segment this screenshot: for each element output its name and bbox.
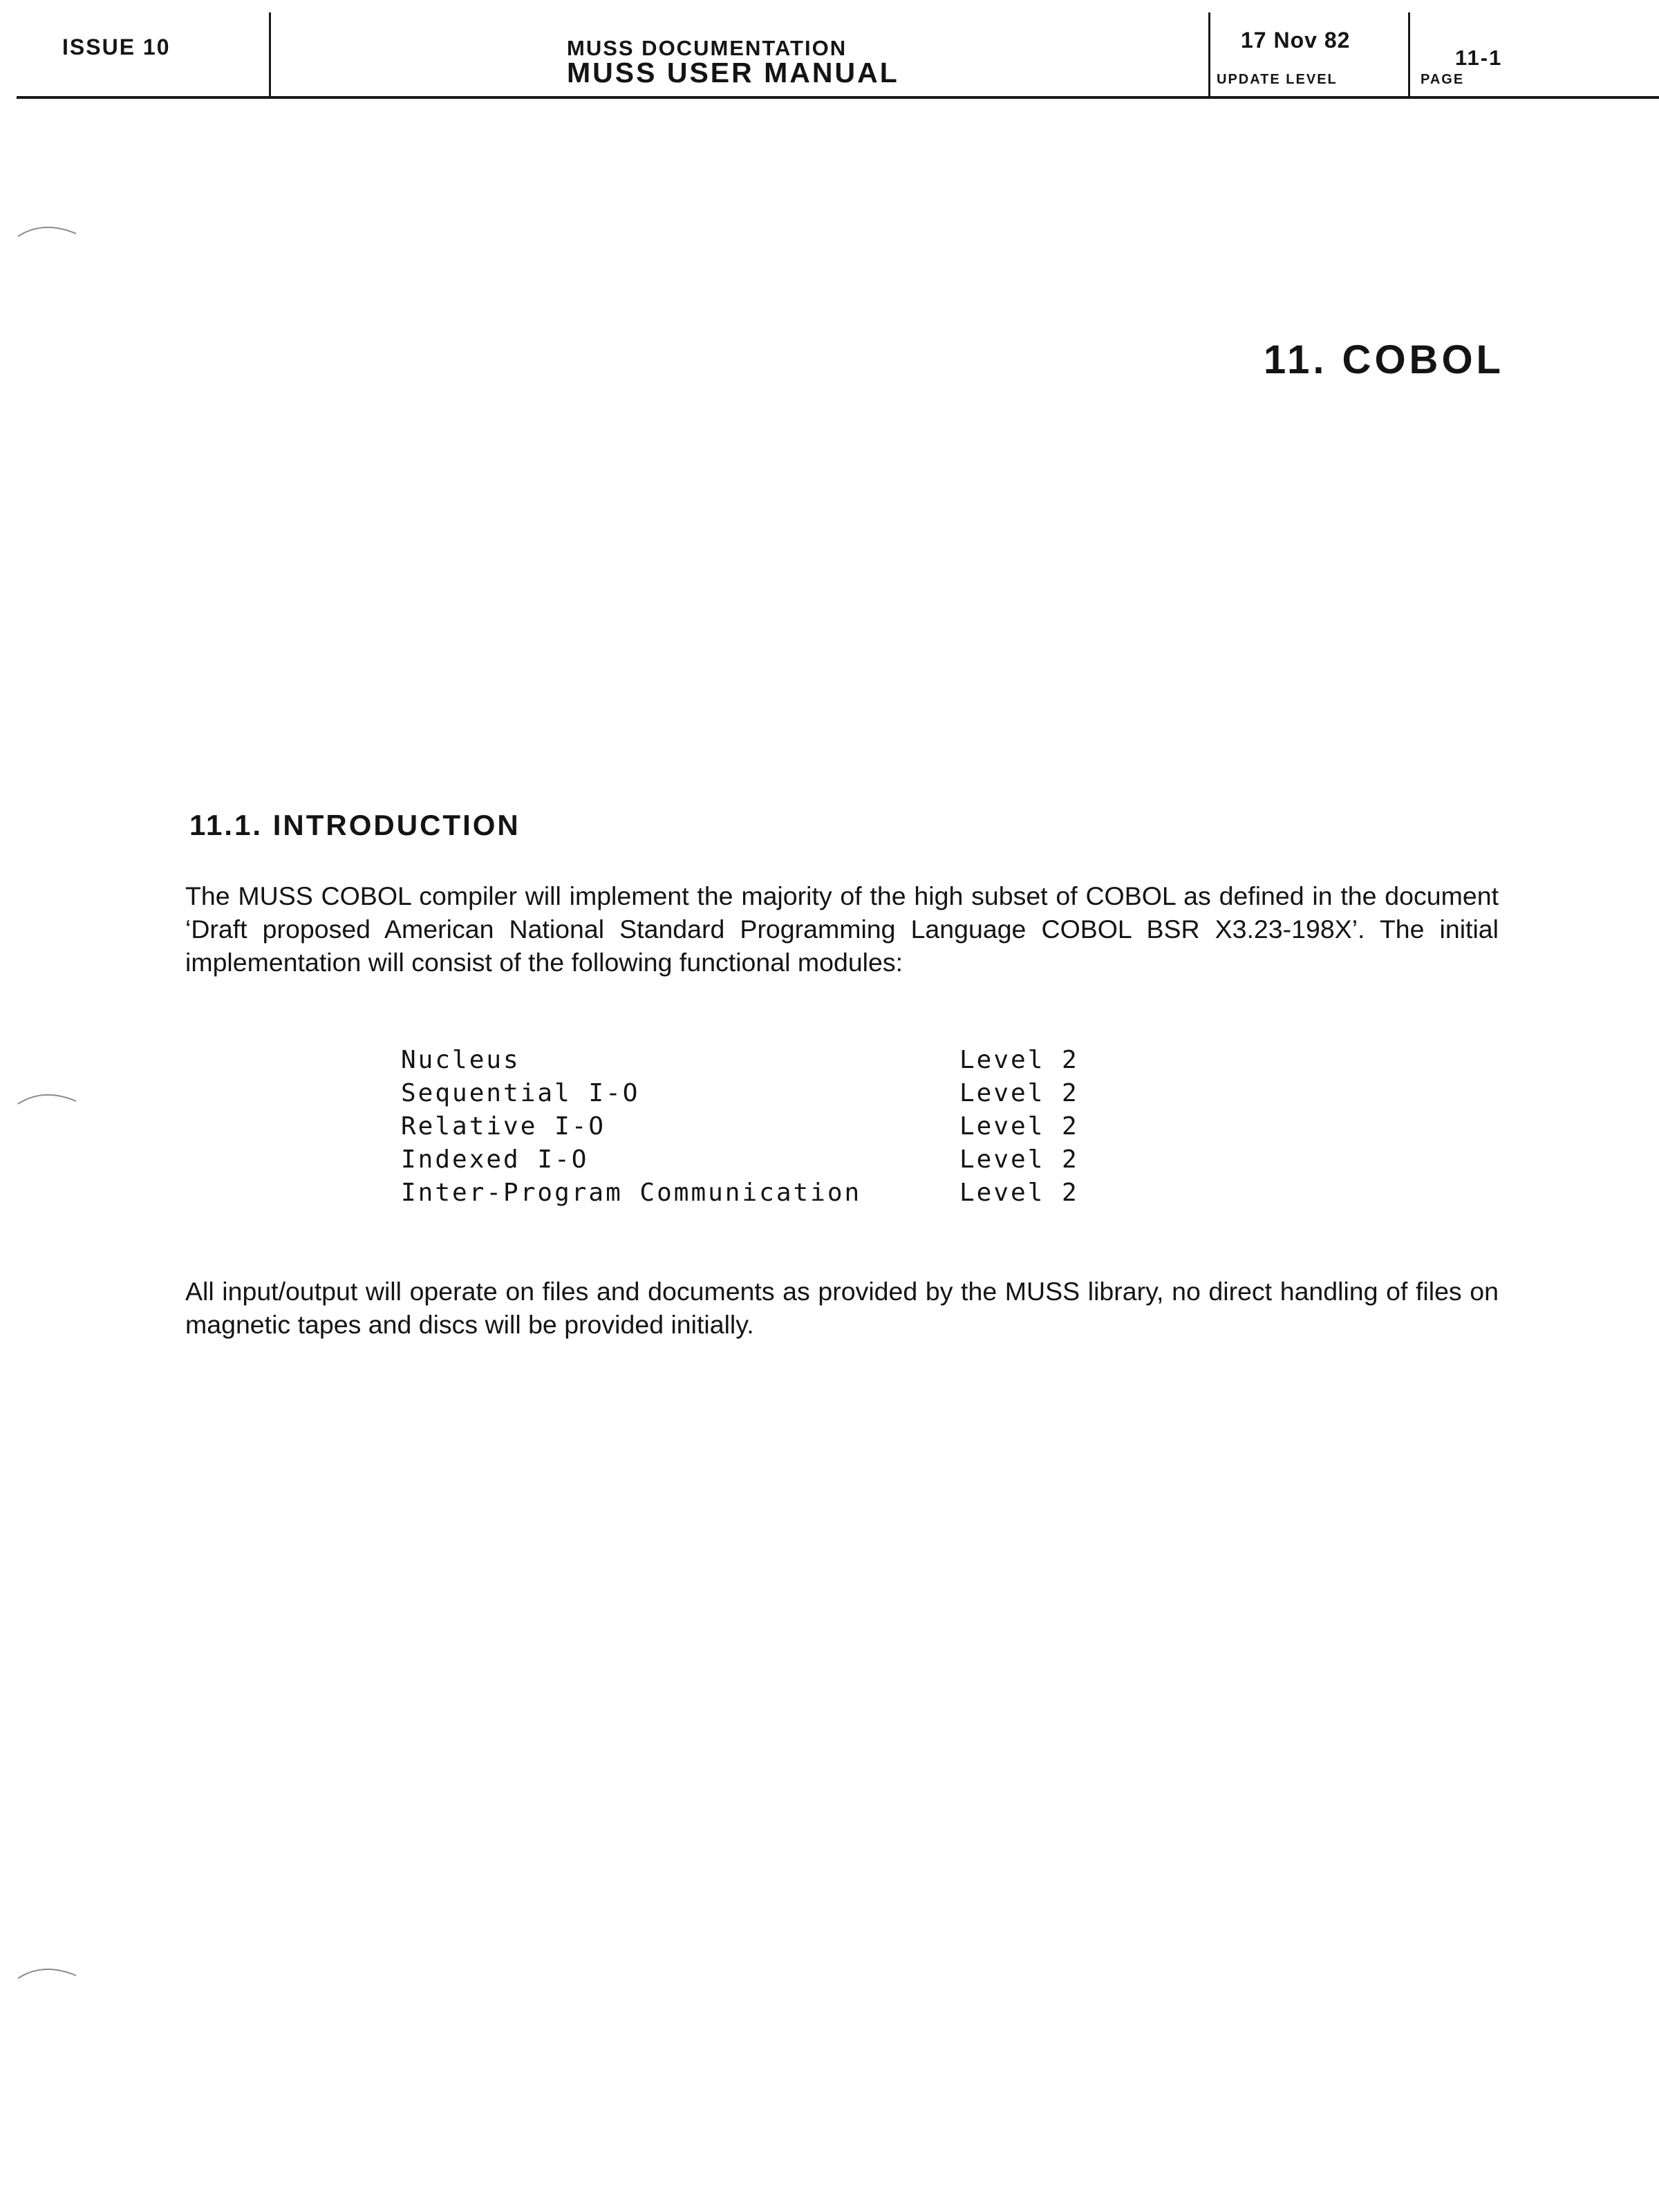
intro-paragraph: The MUSS COBOL compiler will implement the majority of the high subset of COBOL as defined in the document ‘Draft proposed American National Standard Programming Language COBOL BSR X3.23-198X’. The initial implementation will consist of the following functional modules:: [185, 881, 1499, 977]
chapter-title: 11. COBOL: [1264, 337, 1504, 382]
page-label: PAGE: [1421, 72, 1465, 87]
module-level: Level 2: [959, 1046, 1079, 1074]
manual-title: MUSS USER MANUAL: [567, 57, 899, 88]
module-name: Sequential I-O: [401, 1079, 640, 1107]
io-paragraph: All input/output will operate on files and documents as provided by the MUSS library, no direct handling of files on magnetic tapes and discs will be provided initially.: [185, 1277, 1499, 1339]
list-item: [401, 1177, 1161, 1210]
module-list: [401, 1044, 1161, 1210]
update-level-label: UPDATE LEVEL: [1217, 72, 1338, 87]
header-divider: [1208, 12, 1210, 97]
header-rule: [17, 96, 1659, 99]
module-name: Inter-Program Communication: [401, 1179, 862, 1207]
module-level: Level 2: [959, 1112, 1079, 1141]
module-name: Nucleus: [401, 1046, 521, 1074]
update-date: 17 Nov 82: [1241, 28, 1351, 53]
module-name: Indexed I-O: [401, 1145, 589, 1174]
list-item: [401, 1143, 1161, 1177]
page-number: 11-1: [1455, 46, 1503, 70]
section-heading: 11.1. INTRODUCTION: [189, 809, 521, 841]
list-item: [401, 1044, 1161, 1077]
binder-hole-mark: [12, 1949, 82, 1991]
module-level: Level 2: [959, 1145, 1079, 1174]
page-header: [0, 0, 1659, 99]
header-divider: [1408, 12, 1410, 97]
list-item: [401, 1110, 1161, 1143]
list-item: [401, 1077, 1161, 1110]
issue-label: ISSUE 10: [62, 35, 171, 59]
binder-hole-mark: [12, 1075, 82, 1116]
header-divider: [269, 12, 271, 97]
binder-hole-mark: [12, 207, 82, 249]
module-name: Relative I-O: [401, 1112, 606, 1141]
module-level: Level 2: [959, 1179, 1079, 1207]
documentation-title: MUSS DOCUMENTATION: [567, 36, 847, 60]
module-level: Level 2: [959, 1079, 1079, 1107]
